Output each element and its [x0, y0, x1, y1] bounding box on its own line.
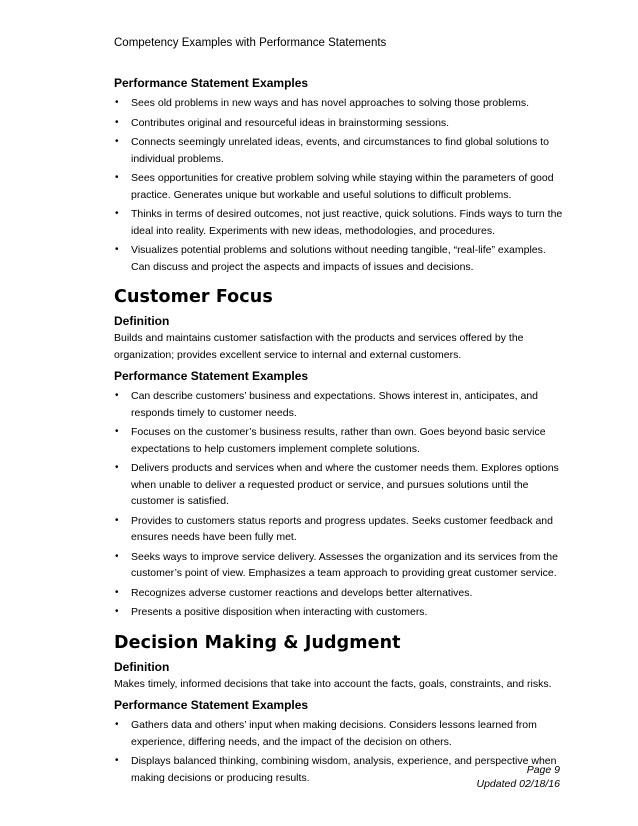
page-footer — [477, 763, 561, 791]
bullet-icon: • — [115, 136, 119, 147]
bullet-icon: • — [115, 116, 119, 128]
bullet-icon: • — [115, 586, 119, 598]
list-item: • Recognizes adverse customer reactions and develops better alternatives. — [114, 585, 564, 602]
list-item: • Gathers data and others’ input when making decisions. Considers lessons learned from experience, differing needs, and the impact of the decision on others. — [115, 719, 537, 748]
bullet-icon: • — [115, 244, 119, 255]
page-content — [114, 76, 564, 789]
list-item: • Contributes original and resourceful ideas in brainstorming sessions. — [114, 115, 564, 132]
bullet-icon: • — [115, 208, 119, 219]
section-title: Decision Making & Judgment — [114, 632, 401, 653]
list-item: • Seeks ways to improve service delivery. Assesses the organization and its services from the customer’s point of view. Emphasizes a team approach to providing great customer service. — [115, 550, 558, 579]
bullet-icon: • — [115, 426, 119, 437]
running-header: Competency Examples with Performance Statements — [114, 37, 387, 49]
list-item: • Sees old problems in new ways and has novel approaches to solving those problems. — [114, 95, 564, 112]
list-item: • Can describe customers’ business and expectations. Shows interest in, anticipates, and responds timely to customer needs. — [115, 390, 538, 419]
list-item: • Connects seemingly unrelated ideas, events, and circumstances to find global solutions to individual problems. — [115, 136, 549, 165]
bullet-icon: • — [115, 462, 119, 473]
bullet-icon: • — [115, 514, 119, 526]
bullet-icon: • — [115, 755, 119, 766]
bullet-icon: • — [115, 719, 119, 730]
creative-thinking-examples — [114, 76, 564, 275]
definition-heading: Definition — [114, 314, 170, 328]
examples-list — [114, 388, 564, 621]
definition-text: Builds and maintains customer satisfaction with the products and services offered by the organization; provides excellent service to internal and external customers. — [114, 332, 524, 361]
definition-heading: Definition — [114, 659, 170, 674]
examples-heading: Performance Statement Examples — [114, 76, 309, 90]
list-item: • Presents a positive disposition when interacting with customers. — [114, 604, 564, 621]
page-number: Page 9 — [526, 764, 560, 776]
bullet-icon: • — [115, 97, 119, 108]
examples-heading: Performance Statement Examples — [114, 369, 309, 383]
examples-heading: Performance Statement Examples — [114, 698, 309, 712]
bullet-icon: • — [115, 606, 119, 617]
list-item: • Delivers products and services when and where the customer needs them. Explores options when unable to deliver a requested product or service, and pursues solutions until the customer is satisfied. — [115, 462, 559, 507]
list-item: • Thinks in terms of desired outcomes, not just reactive, quick solutions. Finds ways to turn the ideal into reality. Experiments with new ideas, methodologies, and procedures. — [115, 208, 563, 237]
examples-list — [114, 95, 564, 275]
customer-focus-section — [114, 287, 564, 621]
definition-text: Makes timely, informed decisions that take into account the facts, goals, constraints, and risks. — [114, 677, 552, 690]
bullet-icon: • — [115, 172, 119, 183]
bullet-icon: • — [115, 550, 119, 562]
list-item: • Provides to customers status reports and progress updates. Seeks customer feedback and ensures needs have been fully met. — [115, 514, 553, 543]
list-item: • Displays balanced thinking, combining wisdom, analysis, experience, and perspective when making decisions or producing results. — [115, 755, 557, 784]
list-item: • Focuses on the customer’s business results, rather than own. Goes beyond basic service expectations to help customers implement complete solutions. — [115, 426, 546, 455]
section-title: Customer Focus — [114, 287, 273, 307]
list-item: • Visualizes potential problems and solutions without needing tangible, “real-life” examples. Can discuss and project the aspects and impacts of issues and decisions. — [115, 244, 546, 273]
updated-date: Updated 02/18/16 — [476, 778, 560, 790]
list-item: • Sees opportunities for creative problem solving while staying within the parameters of good practice. Generates unique but workable and useful solutions to difficult problems. — [115, 172, 554, 201]
bullet-icon: • — [115, 390, 119, 401]
